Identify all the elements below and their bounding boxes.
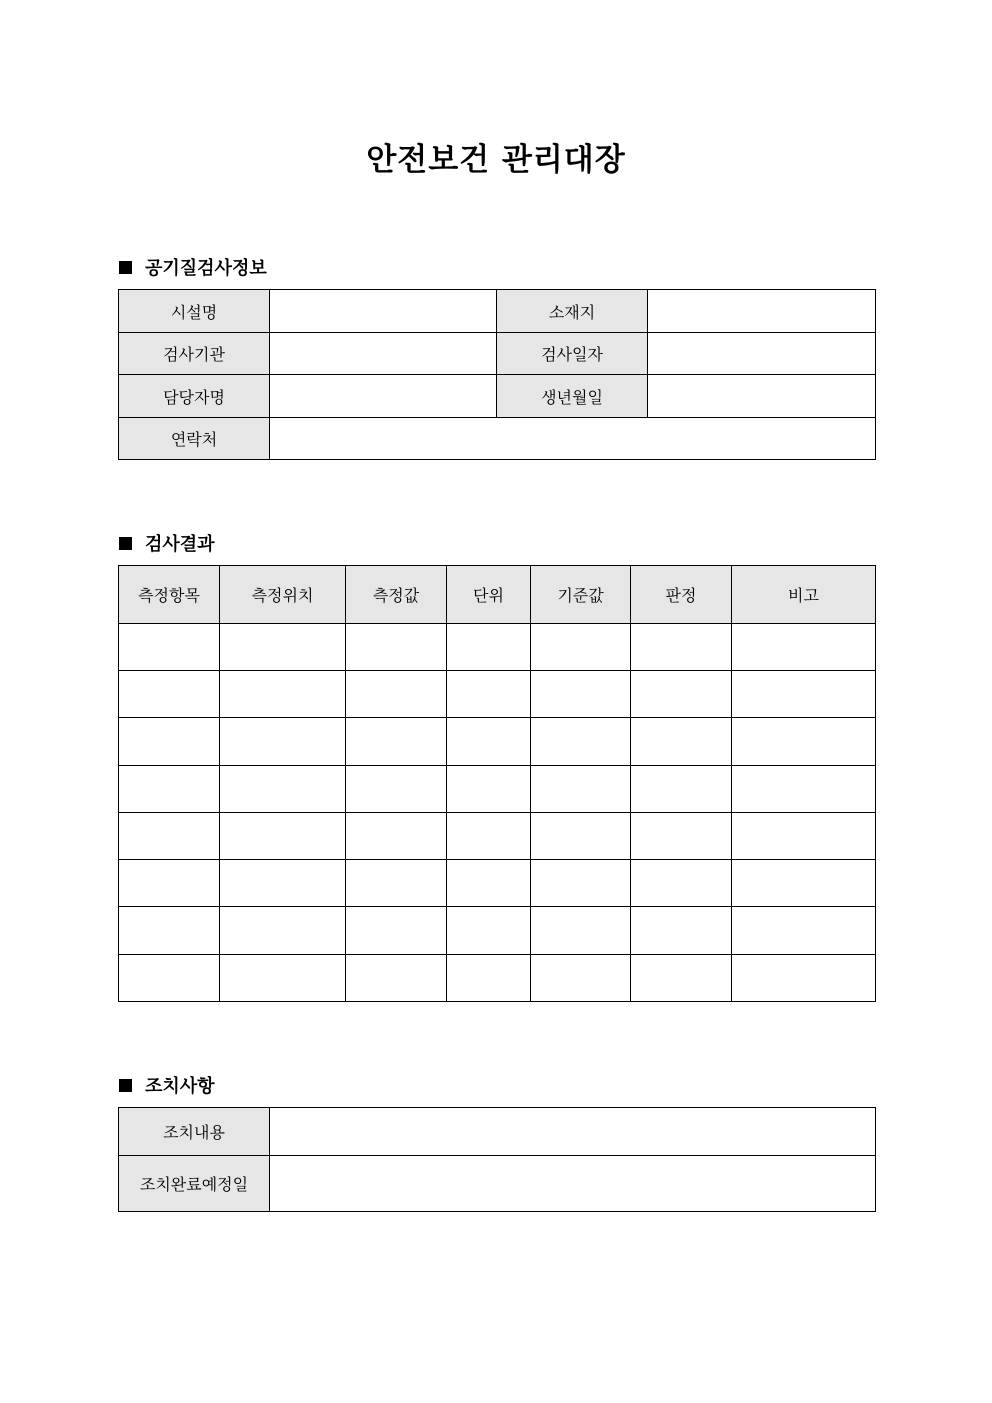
column-header-unit: 단위 <box>447 566 531 624</box>
contact-field[interactable] <box>270 418 876 460</box>
table-cell[interactable] <box>531 624 631 671</box>
black-square-icon <box>119 537 132 550</box>
table-cell[interactable] <box>732 907 876 955</box>
table-cell[interactable] <box>447 766 531 813</box>
column-header-remarks: 비고 <box>732 566 876 624</box>
column-header-location: 측정위치 <box>220 566 346 624</box>
birth-date-label: 생년월일 <box>497 375 648 418</box>
table-cell[interactable] <box>447 955 531 1002</box>
document-title: 안전보건 관리대장 <box>366 142 626 178</box>
table-cell[interactable] <box>531 718 631 766</box>
black-square-icon <box>119 1079 132 1092</box>
table-cell[interactable] <box>531 813 631 860</box>
section-heading-actions-label: 조치사항 <box>145 1076 215 1097</box>
table-cell[interactable] <box>220 907 346 955</box>
section-heading-info-label: 공기질검사정보 <box>145 258 267 279</box>
table-cell[interactable] <box>732 671 876 718</box>
table-cell[interactable] <box>346 813 447 860</box>
contact-label: 연락처 <box>119 418 270 460</box>
table-row <box>119 860 876 907</box>
actions-table <box>118 1107 876 1212</box>
section-heading-results <box>119 530 215 556</box>
section-heading-actions <box>119 1072 215 1098</box>
table-cell[interactable] <box>531 955 631 1002</box>
results-header-row <box>119 566 876 624</box>
info-table <box>118 289 876 460</box>
location-field[interactable] <box>648 290 876 333</box>
table-row <box>119 671 876 718</box>
completion-date-label: 조치완료예정일 <box>119 1156 270 1212</box>
table-cell[interactable] <box>732 624 876 671</box>
table-row <box>119 813 876 860</box>
table-cell[interactable] <box>531 766 631 813</box>
table-cell[interactable] <box>220 718 346 766</box>
table-cell[interactable] <box>447 624 531 671</box>
table-row <box>119 718 876 766</box>
facility-name-field[interactable] <box>270 290 497 333</box>
table-cell[interactable] <box>220 671 346 718</box>
table-cell[interactable] <box>631 955 732 1002</box>
table-cell[interactable] <box>119 860 220 907</box>
table-cell[interactable] <box>447 860 531 907</box>
table-cell[interactable] <box>119 671 220 718</box>
results-table <box>118 565 876 1002</box>
table-cell[interactable] <box>119 813 220 860</box>
table-cell[interactable] <box>119 624 220 671</box>
column-header-value: 측정값 <box>346 566 447 624</box>
manager-name-field[interactable] <box>270 375 497 418</box>
table-cell[interactable] <box>220 955 346 1002</box>
table-cell[interactable] <box>531 860 631 907</box>
column-header-item: 측정항목 <box>119 566 220 624</box>
table-row <box>119 955 876 1002</box>
table-cell[interactable] <box>447 813 531 860</box>
action-content-label: 조치내용 <box>119 1108 270 1156</box>
table-cell[interactable] <box>531 907 631 955</box>
table-cell[interactable] <box>631 766 732 813</box>
table-row <box>119 624 876 671</box>
inspection-agency-field[interactable] <box>270 333 497 375</box>
table-cell[interactable] <box>119 955 220 1002</box>
table-cell[interactable] <box>346 718 447 766</box>
inspection-date-label: 검사일자 <box>497 333 648 375</box>
table-cell[interactable] <box>732 718 876 766</box>
table-cell[interactable] <box>447 671 531 718</box>
table-cell[interactable] <box>631 860 732 907</box>
table-cell[interactable] <box>631 718 732 766</box>
table-cell[interactable] <box>220 624 346 671</box>
inspection-date-field[interactable] <box>648 333 876 375</box>
table-cell[interactable] <box>447 907 531 955</box>
info-row <box>119 418 876 460</box>
table-cell[interactable] <box>346 860 447 907</box>
table-cell[interactable] <box>346 907 447 955</box>
table-cell[interactable] <box>631 907 732 955</box>
results-body <box>119 624 876 1002</box>
table-cell[interactable] <box>346 671 447 718</box>
table-row <box>119 766 876 813</box>
completion-date-field[interactable] <box>270 1156 876 1212</box>
info-row <box>119 375 876 418</box>
table-cell[interactable] <box>346 955 447 1002</box>
table-cell[interactable] <box>119 766 220 813</box>
actions-row <box>119 1156 876 1212</box>
table-cell[interactable] <box>346 766 447 813</box>
facility-name-label: 시설명 <box>119 290 270 333</box>
birth-date-field[interactable] <box>648 375 876 418</box>
manager-name-label: 담당자명 <box>119 375 270 418</box>
table-cell[interactable] <box>119 907 220 955</box>
table-cell[interactable] <box>631 624 732 671</box>
column-header-judgment: 판정 <box>631 566 732 624</box>
table-cell[interactable] <box>447 718 531 766</box>
info-row <box>119 333 876 375</box>
info-row <box>119 290 876 333</box>
table-cell[interactable] <box>220 813 346 860</box>
location-label: 소재지 <box>497 290 648 333</box>
table-cell[interactable] <box>631 813 732 860</box>
table-cell[interactable] <box>631 671 732 718</box>
table-cell[interactable] <box>732 813 876 860</box>
table-cell[interactable] <box>220 860 346 907</box>
column-header-standard: 기준값 <box>531 566 631 624</box>
table-cell[interactable] <box>732 766 876 813</box>
table-cell[interactable] <box>732 860 876 907</box>
table-cell[interactable] <box>732 955 876 1002</box>
section-heading-results-label: 검사결과 <box>145 534 215 555</box>
action-content-field[interactable] <box>270 1108 876 1156</box>
table-cell[interactable] <box>220 766 346 813</box>
black-square-icon <box>119 261 132 274</box>
actions-row <box>119 1108 876 1156</box>
table-cell[interactable] <box>346 624 447 671</box>
table-row <box>119 907 876 955</box>
table-cell[interactable] <box>119 718 220 766</box>
inspection-agency-label: 검사기관 <box>119 333 270 375</box>
table-cell[interactable] <box>531 671 631 718</box>
section-heading-info <box>119 254 267 280</box>
